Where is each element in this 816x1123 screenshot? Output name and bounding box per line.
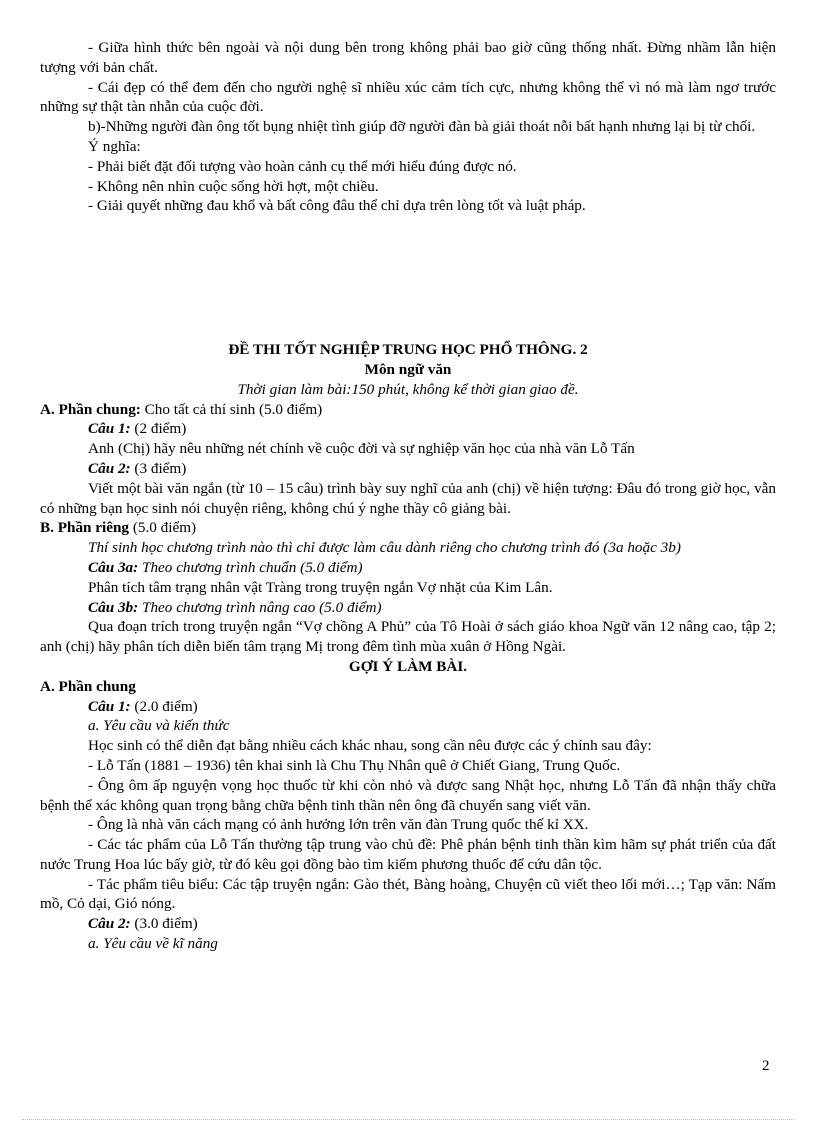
guide-question-1-points: (2.0 điểm) xyxy=(130,697,198,715)
question-3b-heading xyxy=(40,598,776,618)
paragraph: Ý nghĩa: xyxy=(88,137,141,155)
page-number: 2 xyxy=(762,1058,770,1074)
paragraph: - Ông là nhà văn cách mạng có ảnh hưởng lớn trên văn đàn Trung quốc thế kỉ XX. xyxy=(88,816,589,834)
question-3a-label: Câu 3a: xyxy=(88,558,139,576)
exam-time: Thời gian làm bài:150 phút, không kể thời gian giao đề. xyxy=(237,380,579,398)
question-3b-text: Qua đoạn trích trong truyện ngắn “Vợ chồng A Phủ” của Tô Hoài ở sách giáo khoa Ngữ văn 12 nâng cao, tập 2; anh (chị) hãy phân tích diễn biến tâm trạng Mị trong đêm tình mùa xuân ở Hồng Ngài. xyxy=(40,618,776,656)
question-1-heading xyxy=(40,419,776,439)
paragraph: - Phải biết đặt đối tượng vào hoàn cảnh cụ thể mới hiểu đúng được nó. xyxy=(88,157,517,175)
paragraph: - Các tác phẩm của Lỗ Tấn thường tập trung vào chủ đề: Phê phán bệnh tinh thần kìm hãm sự phát triển của đất nước Trung Hoa lúc bấy giờ, từ đó kêu gọi đồng bào tìm kiếm phương thuốc để cứu dân tộc. xyxy=(40,836,776,873)
section-a-text: Cho tất cả thí sinh (5.0 điểm) xyxy=(140,400,323,418)
section-a-heading xyxy=(40,400,776,420)
question-2-label: Câu 2: xyxy=(88,459,131,477)
paragraph: - Lỗ Tấn (1881 – 1936) tên khai sinh là Chu Thụ Nhân quê ở Chiết Giang, Trung Quốc. xyxy=(88,756,621,774)
section-b-text: (5.0 điểm) xyxy=(129,519,197,537)
guide-question-2-label: Câu 2: xyxy=(88,915,131,933)
paragraph: - Ông ôm ấp nguyện vọng học thuốc từ khi còn nhỏ và được sang Nhật học, nhưng Lỗ Tấn đã nhận thấy chữa bệnh thể xác không quan trọng bằng chữa bệnh tinh thần nên ông đã chuyển sang viết văn. xyxy=(40,776,776,814)
section-b-label: B. Phần riêng xyxy=(40,519,130,537)
guide-title: GỢI Ý LÀM BÀI. xyxy=(348,657,468,675)
paragraph: - Giữa hình thức bên ngoài và nội dung bên trong không phải bao giờ cũng thống nhất. Đừng nhầm lẫn hiện tượng với bản chất. xyxy=(40,39,776,76)
exam-title: ĐỀ THI TỐT NGHIỆP TRUNG HỌC PHỔ THÔNG. 2 xyxy=(228,341,588,359)
guide-question-1-sub: a. Yêu cầu và kiến thức xyxy=(88,717,230,735)
question-3b-label: Câu 3b: xyxy=(88,598,139,616)
question-3a-note: Theo chương trình chuẩn (5.0 điểm) xyxy=(138,558,363,576)
spacer xyxy=(40,216,776,340)
page-bottom-divider xyxy=(22,1119,794,1120)
question-1-label: Câu 1: xyxy=(88,420,131,438)
question-3a-text: Phân tích tâm trạng nhân vật Tràng trong truyện ngắn Vợ nhặt của Kim Lân. xyxy=(88,578,553,596)
document-page xyxy=(40,38,776,954)
section-b-heading xyxy=(40,518,776,538)
question-1-text: Anh (Chị) hãy nêu những nét chính về cuộc đời và sự nghiệp văn học của nhà văn Lỗ Tấn xyxy=(88,440,635,458)
paragraph: - Tác phẩm tiêu biểu: Các tập truyện ngắn: Gào thét, Bàng hoàng, Chuyện cũ viết theo lối mới…; Tạp văn: Nấm mồ, Cỏ dại, Gió nóng. xyxy=(40,875,776,913)
paragraph: Học sinh có thể diễn đạt bằng nhiều cách khác nhau, song cần nêu được các ý chính sau đây: xyxy=(88,737,652,755)
guide-question-1-label: Câu 1: xyxy=(88,697,131,715)
section-a-label: A. Phần chung: xyxy=(40,400,141,418)
guide-question-2-points: (3.0 điểm) xyxy=(130,915,198,933)
exam-subject: Môn ngữ văn xyxy=(364,360,452,378)
question-1-points: (2 điểm) xyxy=(130,420,187,438)
paragraph: - Cái đẹp có thể đem đến cho người nghệ sĩ nhiều xúc cảm tích cực, nhưng không thể vì nó mà làm ngơ trước những sự thật tàn nhẫn của cuộc đời. xyxy=(40,78,776,116)
question-2-heading xyxy=(40,459,776,479)
question-2-points: (3 điểm) xyxy=(130,459,187,477)
question-3b-note: Theo chương trình nâng cao (5.0 điểm) xyxy=(138,598,382,616)
paragraph: - Giải quyết những đau khổ và bất công đâu thể chỉ dựa trên lòng tốt và luật pháp. xyxy=(88,197,586,215)
section-b-note: Thí sinh học chương trình nào thì chỉ được làm câu dành riêng cho chương trình đó (3a hoặc 3b) xyxy=(88,539,681,557)
question-2-text: Viết một bài văn ngắn (từ 10 – 15 câu) trình bày suy nghĩ của anh (chị) về hiện tượng: Đâu đó trong giờ học, vẫn có những bạn học sinh nói chuyện riêng, không chú ý nghe thầy cô giảng bài. xyxy=(40,479,776,517)
guide-question-2-heading xyxy=(40,914,776,934)
paragraph: b)-Những người đàn ông tốt bụng nhiệt tình giúp đỡ người đàn bà giải thoát nỗi bất hạnh nhưng lại bị từ chối. xyxy=(88,118,756,136)
question-3a-heading xyxy=(40,558,776,578)
paragraph: - Không nên nhìn cuộc sống hời hợt, một chiều. xyxy=(88,177,379,195)
guide-section-a: A. Phần chung xyxy=(40,677,136,695)
guide-question-1-heading xyxy=(40,697,776,717)
guide-question-2-sub: a. Yêu cầu về kĩ năng xyxy=(88,935,218,953)
